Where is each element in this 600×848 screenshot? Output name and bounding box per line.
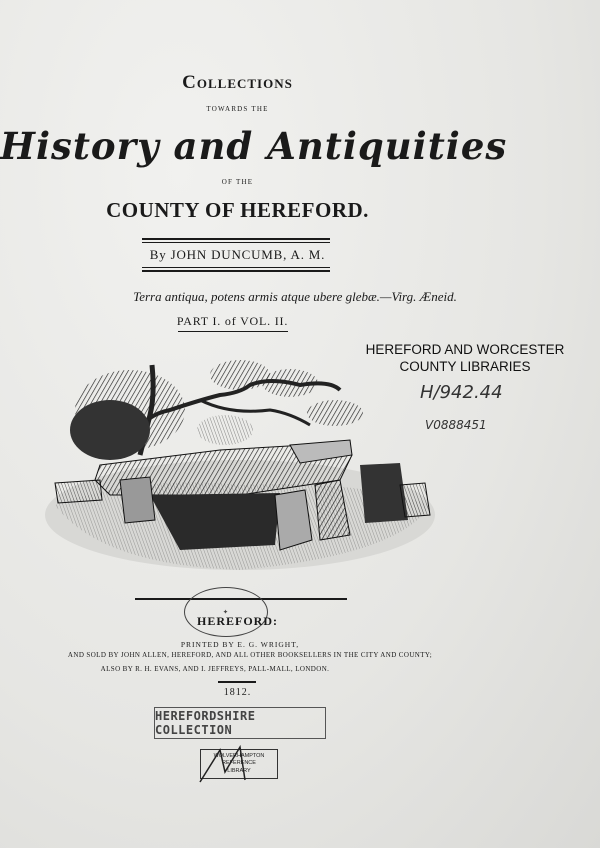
oval-stamp-mark: ✦: [222, 609, 230, 616]
library-oval-stamp: [184, 587, 268, 637]
title-collections: Collections: [182, 72, 293, 93]
shelfmark: H/942.44: [420, 382, 503, 403]
dolmen-engraving: [40, 355, 440, 585]
imprint-year: 1812.: [223, 687, 252, 698]
herefordshire-collection-stamp: HEREFORDSHIRE COLLECTION: [154, 707, 326, 739]
imprint-sold-by: AND SOLD BY JOHN ALLEN, HEREFORD, AND ALL OTHER BOOKSELLERS IN THE CITY AND COUNTY;: [67, 651, 433, 659]
stamp-line-1: WOLVERHAMPTON: [213, 753, 265, 760]
library-label-line1: HEREFORD AND WORCESTER: [365, 342, 565, 357]
library-label-line2: COUNTY LIBRARIES: [399, 359, 531, 374]
title-towards: TOWARDS THE: [206, 105, 269, 113]
epigraph: Terra antiqua, potens armis atque ubere glebæ.—Virg. Æneid.: [133, 289, 457, 304]
rule-bottom: [142, 270, 330, 272]
imprint-place: HEREFORD:: [197, 614, 278, 628]
signature-scribble: [195, 742, 285, 788]
title-of-the: OF THE: [221, 178, 254, 186]
rule-top-thin: [142, 242, 330, 243]
rule-top: [142, 238, 330, 240]
part-underline: [178, 331, 288, 332]
title-county: COUNTY OF HEREFORD.: [106, 198, 369, 222]
imprint-also-by: ALSO BY R. H. EVANS, AND I. JEFFREYS, PALL-MALL, LONDON.: [100, 665, 330, 673]
accession-number: V0888451: [425, 418, 487, 432]
stamp-line-2: REFERENCE: [222, 760, 256, 767]
year-ornament: [218, 681, 256, 683]
imprint-printer: PRINTED BY E. G. WRIGHT,: [180, 640, 300, 649]
rule-bottom-thin: [142, 267, 330, 268]
title-main: History and Antiquities: [0, 124, 508, 168]
part-volume: PART I. of VOL. II.: [176, 314, 289, 328]
stamp-line-3: LIBRARY: [227, 767, 251, 774]
author: By JOHN DUNCUMB, A. M.: [149, 247, 326, 262]
